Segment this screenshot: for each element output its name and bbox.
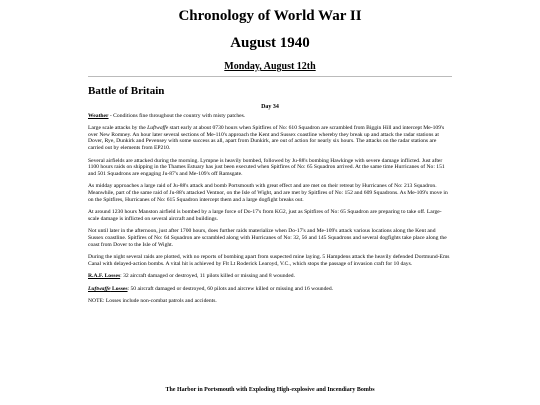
luftwaffe-losses-label-2: Losses	[110, 285, 128, 292]
weather-label: Weather	[88, 112, 109, 119]
raf-losses-text: : 32 aircraft damaged or destroyed, 11 pilots killed or missing and 8 wounded.	[120, 273, 295, 280]
divider	[88, 76, 452, 77]
image-caption: The Harbor in Portsmouth with Exploding High-explosive and Incendiary Bombs	[165, 387, 375, 393]
section-title: Battle of Britain	[88, 85, 165, 97]
weather-paragraph	[88, 113, 452, 120]
paragraph-1-a: Large scale attacks by the	[88, 125, 148, 132]
losses-note: NOTE: Losses include non-combat patrols and accidents.	[88, 298, 217, 305]
chronology-content	[88, 104, 452, 311]
luftwaffe-losses	[88, 286, 452, 293]
raf-losses-label: R.A.F. Losses	[88, 273, 121, 280]
document-title: Chronology of World War II	[178, 8, 362, 24]
paragraph-3: As midday approaches a large raid of Ju-88's attack and bomb Portsmouth with great effect and are met on their retreat by Hurricanes of No: 213 Squadron. Meanwhile, part of the same raid of Ju-88's attacked Ventnor, on the Isle of Wight, and are met by Spitfires of No: 152 and 609 Squadrons. As Me-109's move in on the Spitfires, Hurricanes of No: 615 Squadron intercept them and a large dogfight breaks out.	[88, 183, 448, 203]
paragraph-6: During the night several raids are plotted, with no reports of bombing apart from suspected mine laying. 5 Hampdens attack the heavily defended Dortmund-Ems Canal with delayed-action bombs. A vital hit is achieved by Flt Lt Roderick Learoyd, V.C., which stops the passage of invasion craft for 10 days.	[88, 254, 450, 267]
luftwaffe-losses-text: : 50 aircraft damaged or destroyed, 60 pilots and aircrew killed or missing and 16 wounded.	[127, 285, 334, 292]
raf-losses	[88, 273, 452, 280]
paragraph-4: At around 1230 hours Manston airfield is bombed by a large force of Do-17's from KG2, just as Spitfires of No: 65 Squadron are preparing to take off. Large-scale damage is inflicted on several aircraft and buildings.	[88, 209, 442, 222]
paragraph-2: Several airfields are attacked during the morning. Lympne is heavily bombed, followed by Ju-88's bombing Hawkinge with severe damage inflicted. Just after 1100 hours raids on shipping in the Thames Estuary has just been executed when Spitfires of No: 65 Squadron arrived. At the same time Hurricanes of No: 151 and 501 Squadrons are engaging Ju-87's and Me-109's off Ramsgate.	[88, 157, 445, 177]
date-heading: Monday, August 12th	[224, 61, 316, 72]
paragraph-1-luftwaffe: Luftwaffe	[147, 125, 169, 132]
day-heading: Day 34	[261, 104, 279, 110]
weather-text: - Conditions fine throughout the country with misty patches.	[108, 112, 246, 119]
month-heading: August 1940	[230, 35, 310, 51]
paragraph-1-c: start early at about 0730 hours when Spitfires of No: 610 Squadron are scrambled from Biggin Hill and intercept Me-109's over New Romney. An hour later several sections of Me-110's approach the Kent and Sussex coastline whereby they break up and attack the radar stations at Dover, Rye, Dunkirk and Pevensey with some success as all, apart from Dunkirk, are out of action for nearly six hours. The attacks on the radar stations are carried out by elements from EP210.	[88, 125, 445, 151]
paragraph-1	[88, 125, 452, 151]
luftwaffe-losses-label: Luftwaffe	[88, 285, 111, 292]
paragraph-5: Not until later in the afternoon, just after 1700 hours, does further raids materialize when Do-17's and Me-109's attack various locations along the Kent and Sussex coastline. Spitfires of No: 64 Squadron are scrambled along with Hurricanes of No: 32, 56 and 145 Squadrons and several dogfights take place along the coast from Dover to the Isle of Wight.	[88, 228, 447, 248]
